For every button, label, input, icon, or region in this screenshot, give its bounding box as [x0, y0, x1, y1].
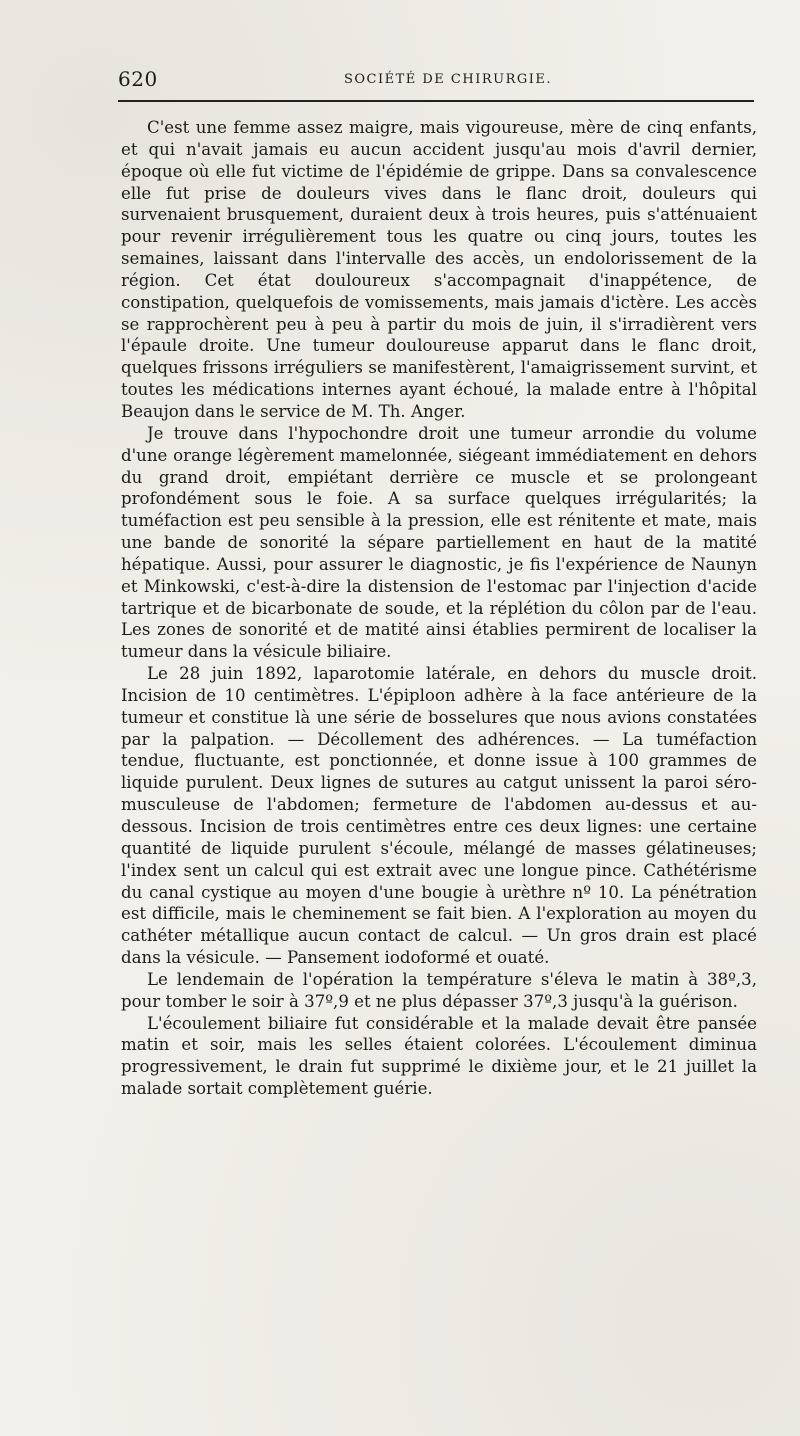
- paragraph-examination: Je trouve dans l'hypochondre droit une tumeur arrondie du volume d'une orange légèrement mamelonnée, siégeant immédiatement en dehors du grand droit, empiétant derrière ce muscle et se prolongeant profondément sous le foie. A sa surface quelques irrégularités; la tuméfaction est peu sensible à la pression, elle est rénitente et mate, mais une bande de sonorité la sépare partiellement en haut de la matité hépatique. Aussi, pour assurer le diagnostic, je fis l'expérience de Naunyn et Minkowski, c'est-à-dire la distension de l'estomac par l'injection d'acide tartrique et de bicarbonate de soude, et la réplétion du côlon par de l'eau. Les zones de sonorité et de matité ainsi établies permirent de localiser la tumeur dans la vésicule biliaire.: [121, 423, 757, 662]
- header-rule: [118, 100, 754, 102]
- paragraph-patient-history: C'est une femme assez maigre, mais vigoureuse, mère de cinq enfants, et qui n'avait jamais eu aucun accident jusqu'au mois d'avril dernier, époque où elle fut victime de l'épidémie de grippe. Dans sa convalescence elle fut prise de douleurs vives dans le flanc droit, douleurs qui survenaient brusquement, duraient deux à trois heures, puis s'atténuaient pour revenir irrégulièrement tous les quatre ou cinq jours, toutes les semaines, laissant dans l'intervalle des accès, un endolorissement de la région. Cet état douloureux s'accompagnait d'inappétence, de constipation, quelquefois de vomissements, mais jamais d'ictère. Les accès se rapprochèrent peu à peu à partir du mois de juin, il s'irradièrent vers l'épaule droite. Une tumeur douloureuse apparut dans le flanc droit, quelques frissons irréguliers se manifestèrent, l'amaigrissement survint, et toutes les médications internes ayant échoué, la malade entre à l'hôpital Beaujon dans le service de M. Th. Anger.: [121, 118, 757, 421]
- body-text: [121, 117, 757, 1100]
- page-number: 620: [118, 67, 158, 91]
- paragraph-outcome: L'écoulement biliaire fut considérable et la malade devait être pansée matin et soir, mais les selles étaient colorées. L'écoulement diminua progressivement, le drain fut supprimé le dixième jour, et le 21 juillet la malade sortait complètement guérie.: [121, 1013, 757, 1099]
- paragraph-operation: Le 28 juin 1892, laparotomie latérale, en dehors du muscle droit. Incision de 10 centimètres. L'épiploon adhère à la face antérieure de la tumeur et constitue là une série de bosselures que nous avions constatées par la palpation. — Décollement des adhérences. — La tuméfaction tendue, fluctuante, est ponctionnée, et donne issue à 100 grammes de liquide purulent. Deux lignes de sutures au catgut unissent la paroi séro-musculeuse de l'abdomen; fermeture de l'abdomen au-dessus et au-dessous. Incision de trois centimètres entre ces deux lignes: une certaine quantité de liquide purulent s'écoule, mélangé de masses gélatineuses; l'index sent un calcul qui est extrait avec une longue pince. Cathétérisme du canal cystique au moyen d'une bougie à urèthre nº 10. La pénétration est difficile, mais le cheminement se fait bien. A l'exploration au moyen du cathéter métallique aucun contact de calcul. — Un gros drain est placé dans la vésicule. — Pansement iodoformé et ouaté.: [121, 664, 757, 968]
- paragraph-temperature: Le lendemain de l'opération la température s'éleva le matin à 38º,3, pour tomber le soir à 37º,9 et ne plus dépasser 37º,3 jusqu'à la guérison.: [121, 969, 757, 1011]
- running-title: SOCIÉTÉ DE CHIRURGIE.: [343, 72, 553, 87]
- running-head: [118, 66, 754, 92]
